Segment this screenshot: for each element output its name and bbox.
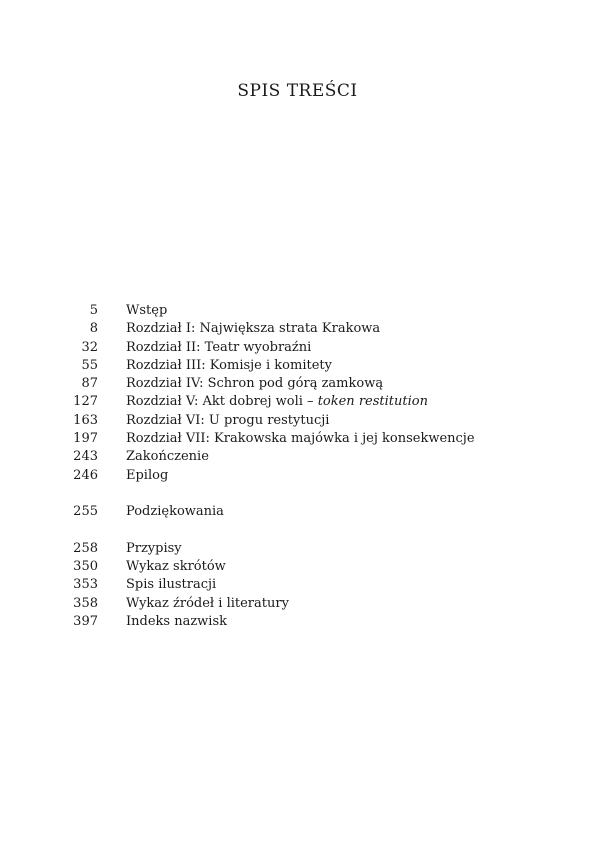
toc-page-number: 246 bbox=[73, 467, 98, 483]
toc-page-number: 127 bbox=[73, 394, 98, 410]
toc-entry-title: Wstęp bbox=[126, 303, 168, 318]
toc-entry[interactable] bbox=[0, 357, 595, 375]
toc-entry-title: Indeks nazwisk bbox=[126, 614, 228, 630]
toc-entry[interactable] bbox=[0, 375, 595, 393]
toc-entry[interactable] bbox=[0, 393, 595, 411]
toc-entry[interactable] bbox=[0, 467, 595, 485]
toc-page-number: 32 bbox=[81, 339, 98, 355]
toc-page-number: 243 bbox=[73, 449, 98, 465]
toc-entry-title: Rozdział I: Największa strata Krakowa bbox=[126, 321, 381, 337]
toc-entry-title: Epilog bbox=[126, 467, 169, 483]
toc-entry-title-italic: token restitution bbox=[317, 394, 428, 410]
toc-entry[interactable] bbox=[0, 576, 595, 594]
toc-entry[interactable] bbox=[0, 613, 595, 631]
toc-entry[interactable] bbox=[0, 320, 595, 338]
toc-entry[interactable] bbox=[0, 595, 595, 613]
toc-entry-title: Wykaz źródeł i literatury bbox=[126, 595, 289, 611]
toc-entry-title: Zakończenie bbox=[126, 449, 209, 465]
toc-entry-title: Rozdział III: Komisje i komitety bbox=[126, 357, 332, 373]
toc-page-number: 8 bbox=[89, 321, 98, 337]
toc-entry-title-text: Rozdział V: Akt dobrej woli – bbox=[126, 394, 318, 410]
toc-page-number: 5 bbox=[89, 303, 98, 318]
toc-entry-title: Spis ilustracji bbox=[126, 577, 217, 593]
toc-entry[interactable] bbox=[0, 339, 595, 357]
toc-page-number: 353 bbox=[73, 577, 98, 593]
toc-entry-title: Rozdział II: Teatr wyobraźni bbox=[126, 339, 312, 355]
toc-entry-title: Wykaz skrótów bbox=[126, 559, 226, 575]
toc-entry[interactable] bbox=[0, 412, 595, 430]
toc-entry-title: Rozdział IV: Schron pod górą zamkową bbox=[126, 376, 384, 392]
toc-entry[interactable] bbox=[0, 540, 595, 558]
toc-entry[interactable] bbox=[0, 430, 595, 448]
toc-page-number: 197 bbox=[73, 431, 98, 447]
toc-entry[interactable] bbox=[0, 503, 595, 521]
toc-entry-title bbox=[126, 393, 428, 411]
toc-page-number: 55 bbox=[81, 357, 98, 373]
toc-entry[interactable] bbox=[0, 302, 595, 320]
toc-page-number: 258 bbox=[73, 540, 98, 556]
toc-page-number: 163 bbox=[73, 412, 98, 428]
toc-entry-title: Podziękowania bbox=[126, 504, 224, 520]
toc-entry[interactable] bbox=[0, 448, 595, 466]
toc-entry-title: Rozdział VI: U progu restytucji bbox=[126, 412, 330, 428]
toc-entry-title: Przypisy bbox=[126, 540, 182, 556]
table-of-contents bbox=[0, 302, 595, 631]
toc-page-number: 397 bbox=[73, 614, 98, 630]
toc-entry[interactable] bbox=[0, 558, 595, 576]
toc-page-number: 350 bbox=[73, 559, 98, 575]
page-title: SPIS TREŚCI bbox=[237, 81, 358, 101]
toc-page-number: 358 bbox=[73, 595, 98, 611]
toc-page-number: 87 bbox=[81, 376, 98, 392]
toc-page-number: 255 bbox=[73, 504, 98, 520]
toc-entry-title: Rozdział VII: Krakowska majówka i jej konsekwencje bbox=[126, 431, 475, 447]
